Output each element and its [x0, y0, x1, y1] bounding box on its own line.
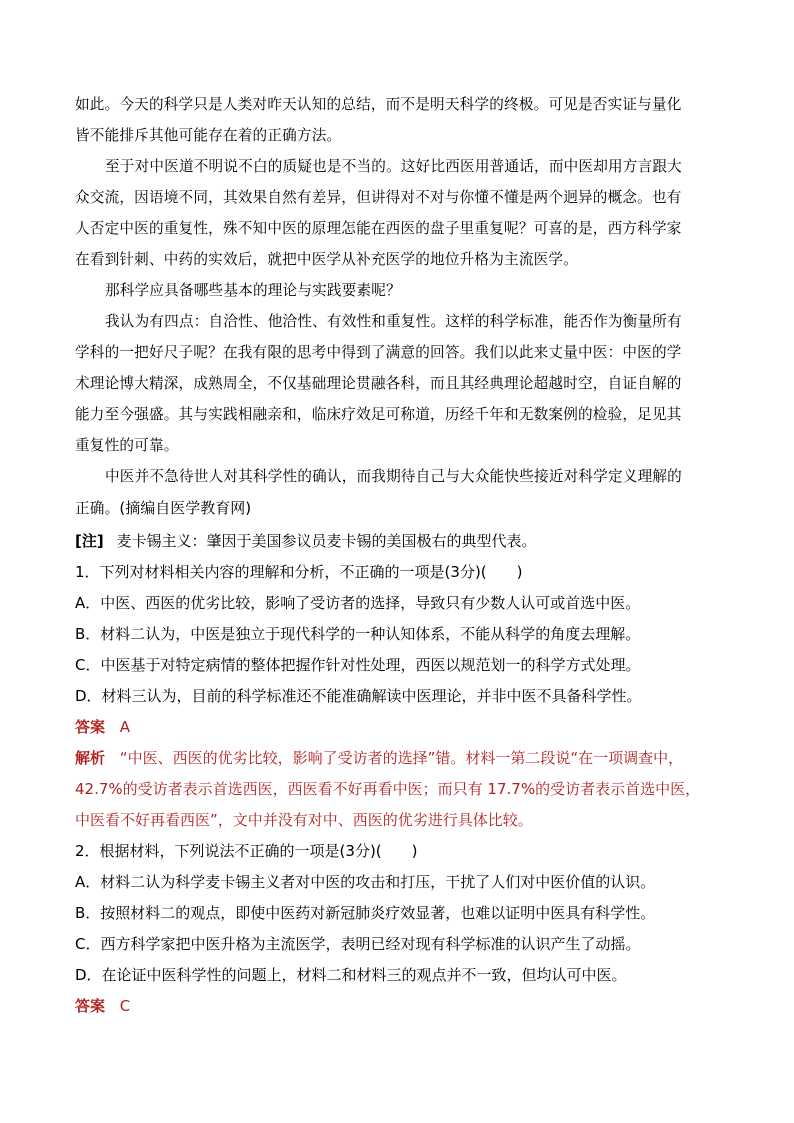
- passage-line: 人否定中医的重复性，殊不知中医的原理怎能在西医的盘子里重复呢？可喜的是，西方科学家: [75, 220, 682, 237]
- passage-line: 正确。: [75, 500, 120, 517]
- question-2-stem: 2．根据材料，下列说法不正确的一项是(3分)( ): [75, 842, 418, 860]
- q1-analysis-line-2: 42.7%的受访者表示首选西医，西医看不好再看中医；而只有 17.7%的受访者表示首选中医，: [75, 780, 701, 798]
- q2-option-b: B．按照材料二的观点，即使中医药对新冠肺炎疗效显著，也难以证明中医具有科学性。: [75, 904, 656, 922]
- q2-option-a: A．材料二认为科学麦卡锡主义者对中医的攻击和打压，干扰了人们对中医价值的认识。: [75, 873, 656, 891]
- answer-value: C: [119, 997, 131, 1015]
- answer-label: 答案: [75, 997, 106, 1015]
- passage-line: 至于对中医道不明说不白的质疑也是不当的。这好比西医用普通话，而中医却用方言跟大: [105, 158, 682, 175]
- passage-line: 在看到针刺、中药的实效后，就把中医学从补充医学的地位升格为主流医学。: [75, 251, 578, 268]
- note-tag: [注]: [75, 532, 104, 550]
- q1-option-a: A．中医、西医的优劣比较，影响了受访者的选择，导致只有少数人认可或首选中医。: [75, 594, 641, 612]
- passage-last-line: [75, 498, 251, 519]
- passage-line: 中医并不急待世人对其科学性的确认，而我期待自己与大众能快些接近对科学定义理解的: [105, 468, 682, 485]
- passage-line: 术理论博大精深，成熟周全，不仅基础理论贯融各科，而且其经典理论超越时空，自证自解的: [75, 375, 682, 392]
- q1-option-b: B．材料二认为，中医是独立于现代科学的一种认知体系，不能从科学的角度去理解。: [75, 625, 641, 643]
- q1-analysis-line-3: 中医看不好再看西医”，文中并没有对中、西医的优劣进行具体比较。: [75, 811, 533, 829]
- source-citation: (摘编自医学教育网): [119, 499, 252, 517]
- passage-line: 如此。今天的科学只是人类对昨天认知的总结，而不是明天科学的终极。可见是否实证与量化: [75, 96, 682, 113]
- analysis-text: “中医、西医的优劣比较，影响了受访者的选择”错。材料一第二段说“在一项调查中，: [119, 749, 684, 767]
- passage-line: 能力至今强盛。其与实践相融亲和，临床疗效足可称道，历经千年和无数案例的检验，足见其: [75, 406, 682, 423]
- passage-line: 重复性的可靠。: [75, 437, 179, 454]
- q2-answer: [75, 996, 130, 1016]
- q1-analysis-line-1: [75, 748, 683, 768]
- note-text: 麦卡锡主义：肇因于美国参议员麦卡锡的美国极右的典型代表。: [116, 532, 537, 550]
- q1-option-d: D．材料三认为，目前的科学标准还不能准确解读中医理论，并非中医不具备科学性。: [75, 687, 642, 705]
- passage-line: 众交流，因语境不同，其效果自然有差异，但讲得对不对与你懂不懂是两个迥异的概念。也有: [75, 189, 682, 206]
- passage-line: 我认为有四点：自洽性、他洽性、有效性和重复性。这样的科学标准，能否作为衡量所有: [105, 313, 682, 330]
- q1-answer: [75, 717, 130, 737]
- q2-option-d: D．在论证中医科学性的问题上，材料二和材料三的观点并不一致，但均认可中医。: [75, 966, 627, 984]
- answer-label: 答案: [75, 718, 106, 736]
- passage-line: 学科的一把好尺子呢？在我有限的思考中得到了满意的回答。我们以此来丈量中医：中医的学: [75, 344, 682, 361]
- answer-value: A: [119, 718, 131, 736]
- q1-option-c: C．中医基于对特定病情的整体把握作针对性处理，西医以规范划一的科学方式处理。: [75, 656, 641, 674]
- q2-option-c: C．西方科学家把中医升格为主流医学，表明已经对现有科学标准的认识产生了动摇。: [75, 935, 641, 953]
- note: [75, 531, 537, 551]
- analysis-label: 解析: [75, 749, 106, 767]
- passage-line: 皆不能排斥其他可能存在着的正确方法。: [75, 127, 342, 144]
- passage-line: 那科学应具备哪些基本的理论与实践要素呢？: [105, 282, 401, 299]
- question-1-stem: 1．下列对材料相关内容的理解和分析，不正确的一项是(3分)( ): [75, 563, 523, 581]
